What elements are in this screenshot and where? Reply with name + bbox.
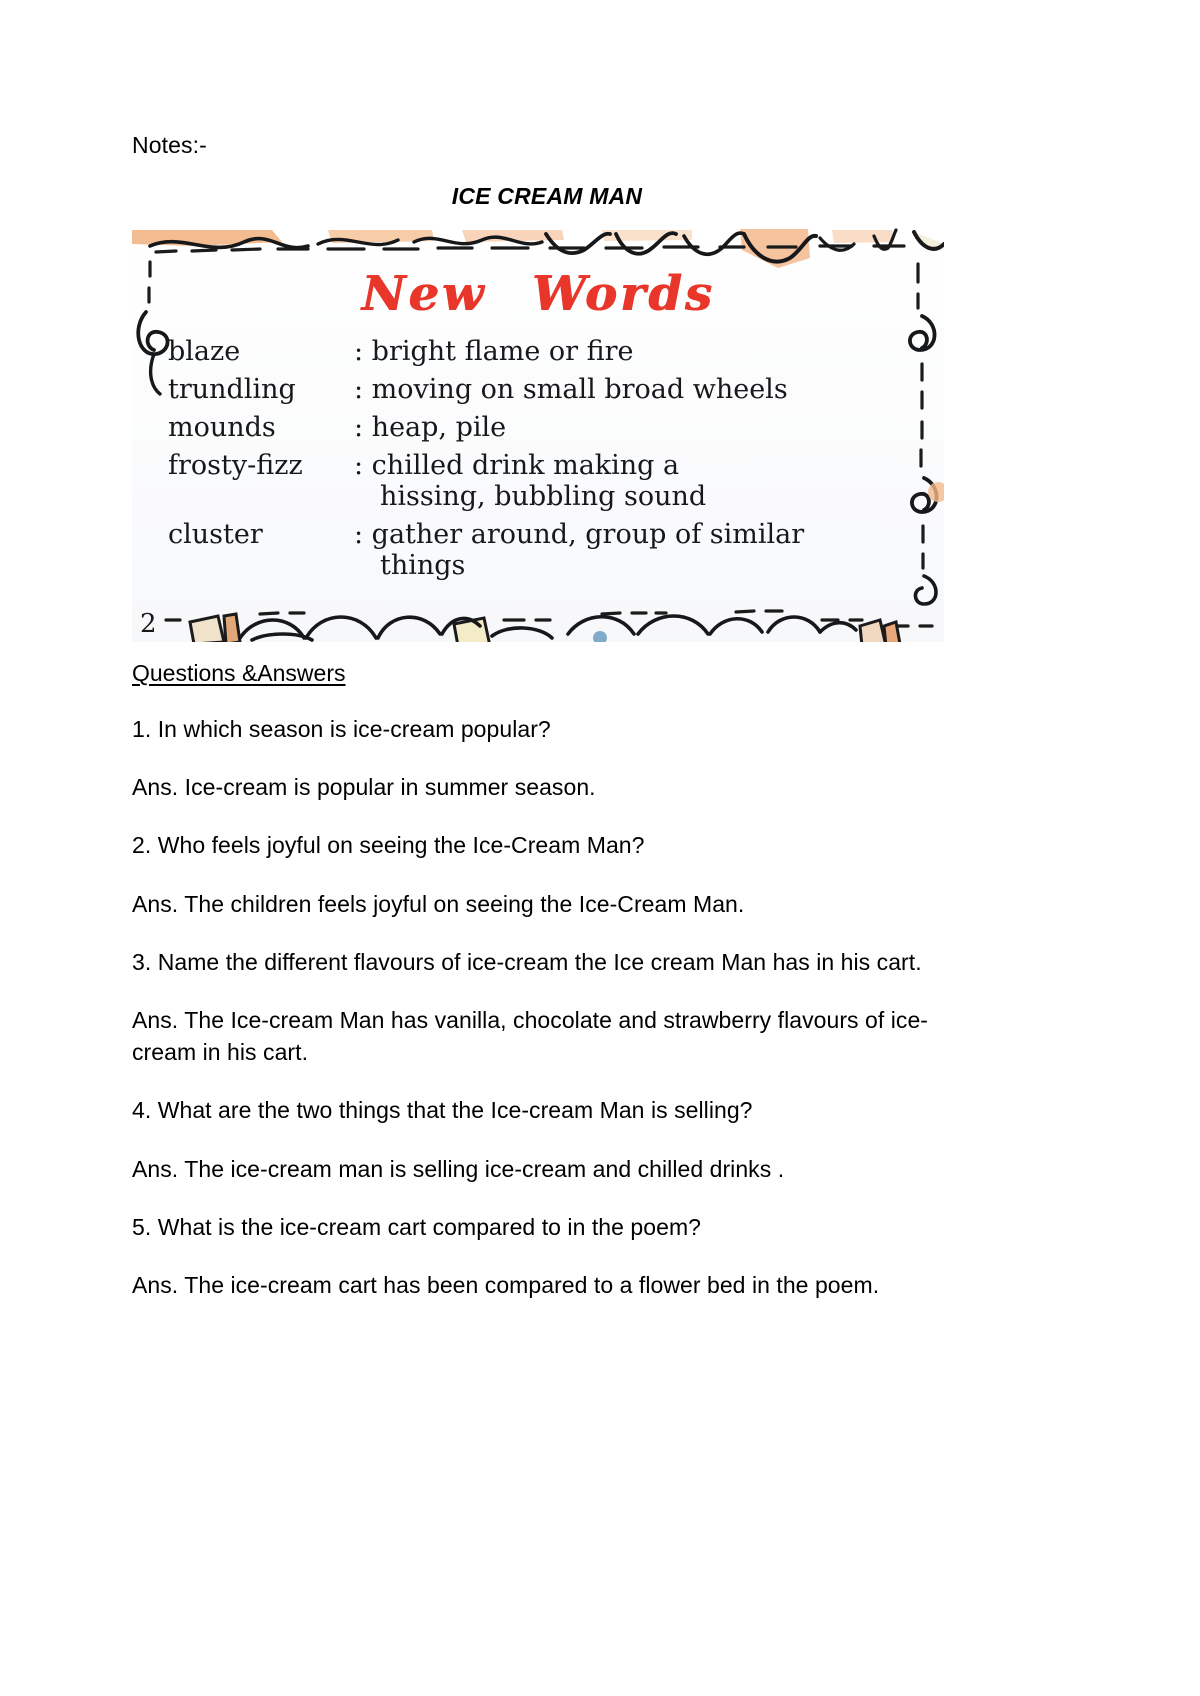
glossary-list [168, 336, 916, 588]
glossary-term: frosty-fizz [168, 450, 303, 482]
question-2: 2. Who feels joyful on seeing the Ice-Cream Man? [132, 832, 645, 859]
glossary-definition-text: : moving on small broad wheels [354, 374, 788, 406]
glossary-row [168, 336, 916, 367]
glossary-row [168, 412, 916, 443]
document-content [132, 130, 962, 1301]
question-1: 1. In which season is ice-cream popular? [132, 716, 551, 743]
new-words-figure [132, 228, 944, 646]
new-words-heading-word2: Words [531, 266, 715, 323]
glossary-definition-text: : gather around, group of similar [354, 519, 805, 551]
questions-answers-heading: Questions &Answers [132, 660, 346, 687]
answer-2: Ans. The children feels joyful on seeing the Ice-Cream Man. [132, 890, 745, 917]
page-title: ICE CREAM MAN [451, 183, 643, 210]
glossary-definition-continuation: hissing, bubbling sound [380, 481, 707, 513]
glossary-definition [354, 519, 916, 581]
glossary-row [168, 519, 916, 581]
glossary-definition-text: : heap, pile [354, 412, 507, 444]
glossary-term: blaze [168, 336, 241, 368]
answer-1: Ans. Ice-cream is popular in summer season. [132, 774, 596, 801]
glossary-row [168, 374, 916, 405]
glossary-term: mounds [168, 412, 276, 444]
glossary-row [168, 450, 916, 512]
glossary-definition [354, 374, 916, 405]
glossary-definition [354, 412, 916, 443]
glossary-definition [354, 336, 916, 367]
new-words-heading [132, 266, 944, 322]
answer-4: Ans. The ice-cream man is selling ice-cream and chilled drinks . [132, 1155, 785, 1182]
question-4: 4. What are the two things that the Ice-cream Man is selling? [132, 1097, 753, 1124]
glossary-definition [354, 450, 916, 512]
svg-text:2: 2 [140, 609, 157, 640]
glossary-definition-text: : chilled drink making a [354, 450, 680, 482]
glossary-term: cluster [168, 519, 263, 551]
new-words-heading-word1: New [361, 266, 487, 323]
glossary-term: trundling [168, 374, 296, 406]
answer-3: Ans. The Ice-cream Man has vanilla, chocolate and strawberry flavours of ice-cream in his cart. [132, 1006, 929, 1066]
glossary-definition-continuation: things [380, 550, 466, 582]
question-5: 5. What is the ice-cream cart compared to in the poem? [132, 1213, 702, 1240]
question-3: 3. Name the different flavours of ice-cream the Ice cream Man has in his cart. [132, 948, 922, 975]
answer-5: Ans. The ice-cream cart has been compared to a flower bed in the poem. [132, 1271, 880, 1298]
glossary-definition-text: : bright flame or fire [354, 336, 634, 368]
notes-label: Notes:- [132, 132, 207, 158]
